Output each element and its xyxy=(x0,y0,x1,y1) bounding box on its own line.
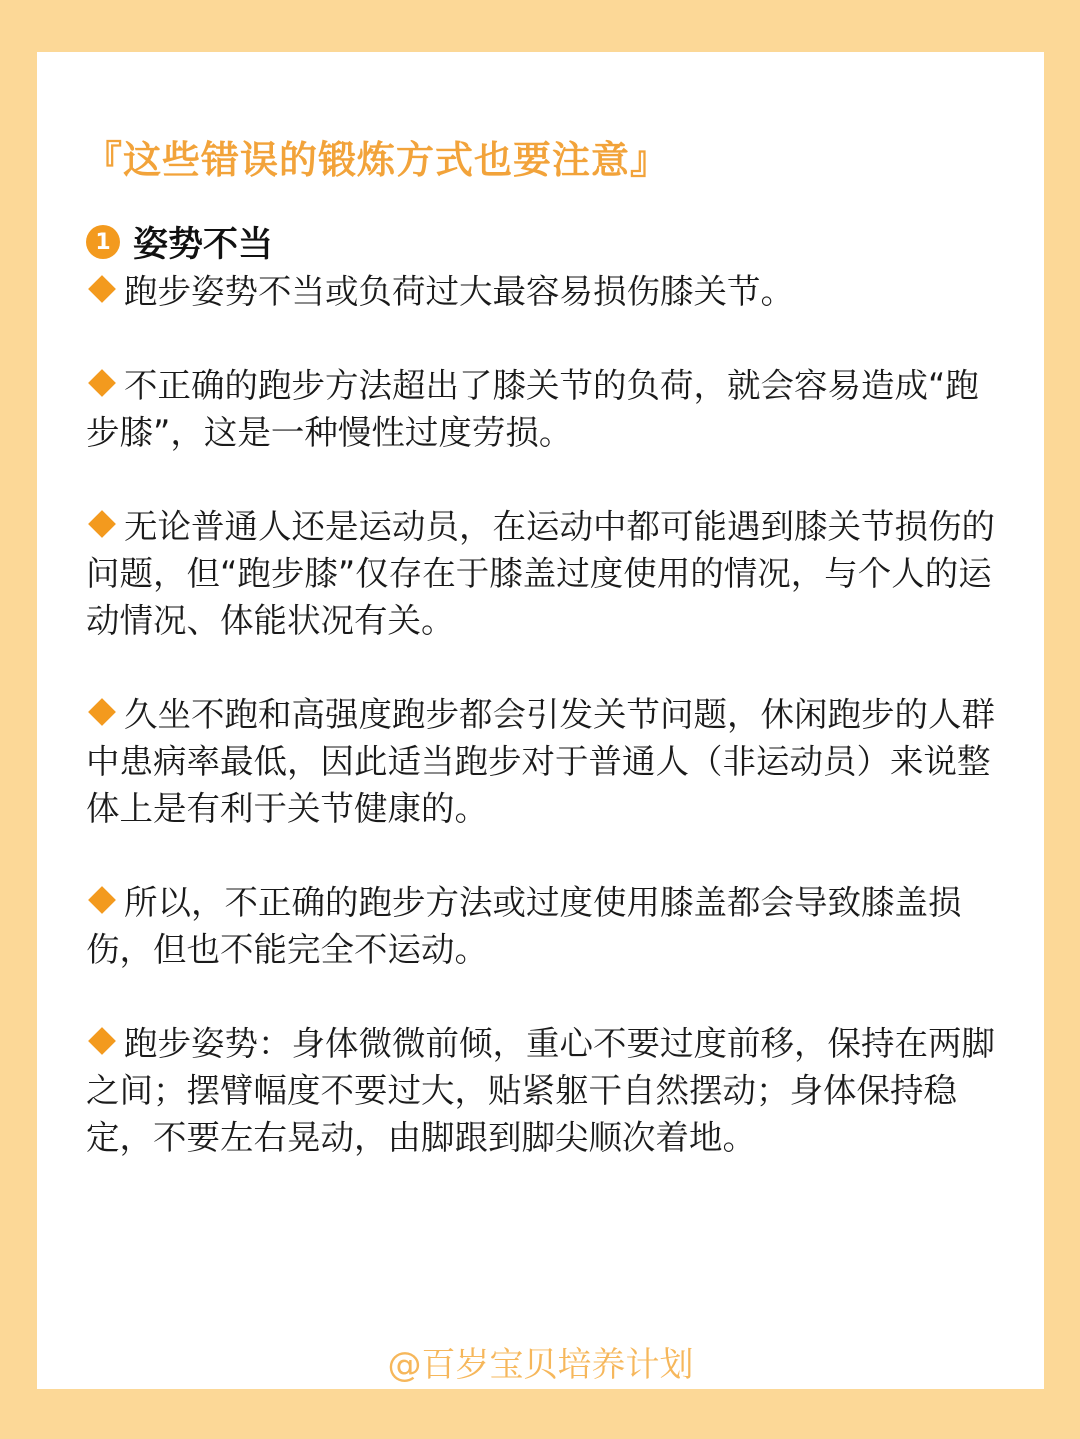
paragraph xyxy=(86,1020,1001,1161)
circled-number-icon: 1 xyxy=(86,225,120,259)
paragraph xyxy=(86,268,1001,315)
section-heading xyxy=(86,220,273,264)
paragraph-text: 无论普通人还是运动员，在运动中都可能遇到膝关节损伤的问题，但“跑步膝”仅存在于膝盖过度使用的情况，与个人的运动情况、体能状况有关。 xyxy=(86,507,995,640)
paragraph xyxy=(86,362,1001,456)
paragraph-list xyxy=(86,268,1001,1208)
paragraph xyxy=(86,503,1001,644)
paragraph xyxy=(86,879,1001,973)
diamond-bullet-icon xyxy=(88,1027,116,1055)
paragraph-text: 所以，不正确的跑步方法或过度使用膝盖都会导致膝盖损伤，但也不能完全不运动。 xyxy=(86,883,962,969)
page-title: 『这些错误的锻炼方式也要注意』 xyxy=(84,138,670,182)
section-title: 姿势不当 xyxy=(133,225,274,265)
diamond-bullet-icon xyxy=(88,369,116,397)
diamond-bullet-icon xyxy=(88,886,116,914)
paragraph xyxy=(86,691,1001,832)
author-watermark: @百岁宝贝培养计划 xyxy=(387,1345,694,1385)
paragraph-text: 跑步姿势不当或负荷过大最容易损伤膝关节。 xyxy=(124,272,794,311)
content-card xyxy=(37,52,1044,1389)
diamond-bullet-icon xyxy=(88,698,116,726)
paragraph-text: 久坐不跑和高强度跑步都会引发关节问题，休闲跑步的人群中患病率最低，因此适当跑步对于普通人（非运动员）来说整体上是有利于关节健康的。 xyxy=(86,695,995,828)
paragraph-text: 跑步姿势：身体微微前倾，重心不要过度前移，保持在两脚之间；摆臂幅度不要过大，贴紧躯干自然摆动；身体保持稳定，不要左右晃动，由脚跟到脚尖顺次着地。 xyxy=(86,1024,995,1157)
diamond-bullet-icon xyxy=(88,510,116,538)
paragraph-text: 不正确的跑步方法超出了膝关节的负荷，就会容易造成“跑步膝”，这是一种慢性过度劳损。 xyxy=(86,366,979,452)
diamond-bullet-icon xyxy=(88,275,116,303)
